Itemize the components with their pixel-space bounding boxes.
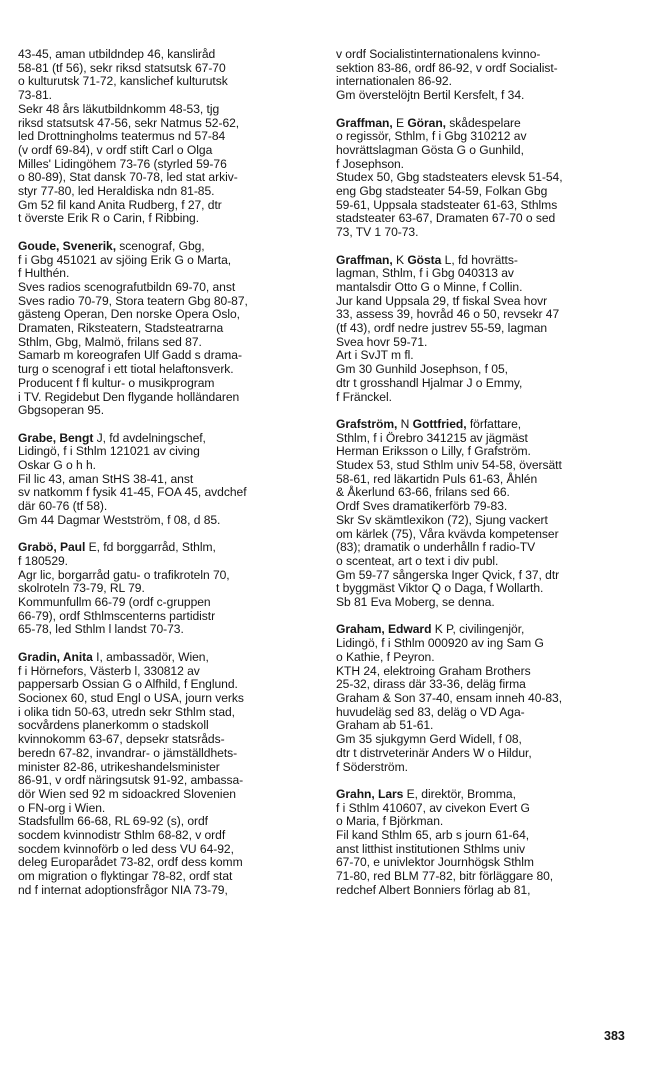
entry-line: f i Hörnefors, Västerb l, 330812 av — [18, 663, 200, 678]
entry-line: där 60-76 (tf 58). — [18, 499, 108, 514]
entry-line: o FN-org i Wien. — [18, 800, 106, 815]
entry-line: Kommunfullm 66-79 (ordf c-gruppen — [18, 595, 211, 610]
entry-line: Sthlm, Gbg, Malmö, frilans sed 87. — [18, 334, 202, 349]
entry-line: sv natkomm f fysik 41-45, FOA 45, avdchef — [18, 485, 247, 500]
entry-line: f i Sthlm 410607, av civekon Evert G — [336, 800, 530, 815]
entry-line: Gm 59-77 sångerska Inger Qvick, f 37, dtr — [336, 567, 560, 582]
entry-heading-line — [336, 117, 636, 131]
entry-line: Gm 30 Gunhild Josephson, f 05, — [336, 362, 508, 377]
entry-line: gästeng Operan, Den norske Opera Oslo, — [18, 307, 240, 322]
entry-line: turg o scenograf i ett tiotal helaftonsverk. — [18, 362, 234, 377]
entry-heading-line — [18, 651, 310, 665]
entry-heading-text: skådespelare — [446, 115, 521, 130]
entry-line: mantalsdir Otto G o Minne, f Collin. — [336, 279, 523, 294]
biography-entry — [18, 432, 310, 528]
biography-entry — [336, 48, 636, 103]
entry-line: Studex 53, stud Sthlm univ 54-58, översätt — [336, 458, 562, 473]
biography-entry — [336, 623, 636, 774]
entry-line: internationalen 86-92. — [336, 74, 452, 89]
entry-line: Agr lic, borgarråd gatu- o trafikroteln 70, — [18, 567, 230, 582]
entry-name: Göran, — [407, 115, 446, 130]
entry-heading-text: E, direktör, Bromma, — [403, 786, 516, 801]
entry-line: Sekr 48 års läkutbildnkomm 48-53, tjg — [18, 101, 220, 116]
entry-line: huvudeläg sed 83, deläg o VD Aga- — [336, 704, 525, 719]
entry-line: o Kathie, f Peyron. — [336, 649, 435, 664]
entry-line: Herman Eriksson o Lilly, f Grafström. — [336, 444, 531, 459]
entry-line: Oskar G o h h. — [18, 458, 96, 473]
entry-line: Lidingö, f i Sthlm 000920 av ing Sam G — [336, 636, 544, 651]
entry-line: riksd statsutsk 47-56, sekr Natmus 52-62, — [18, 115, 240, 130]
entry-line: v ordf Socialistinternationalens kvinno- — [336, 47, 541, 61]
right-column — [336, 48, 636, 911]
biography-entry — [336, 788, 636, 898]
entry-heading-text: J, fd avdelningschef, — [93, 430, 206, 445]
entry-line: kvinnokomm 63-67, depsekr statsråds- — [18, 732, 225, 747]
page-number: 383 — [604, 1029, 625, 1043]
entry-name: Goude, Svenerik, — [18, 238, 116, 253]
entry-name: Gösta — [407, 252, 442, 267]
entry-heading-text: N — [397, 416, 413, 431]
entry-line: f Söderström. — [336, 759, 408, 774]
entry-line: 73, TV 1 70-73. — [336, 225, 419, 240]
entry-heading-line — [336, 788, 636, 802]
entry-line: styr 77-80, led Heraldiska ndn 81-85. — [18, 184, 215, 199]
entry-line: (83); dramatik o underhålln f radio-TV — [336, 540, 536, 555]
entry-line: nd f internat adoptionsfrågor NIA 73-79, — [18, 882, 228, 897]
entry-name: Gottfried, — [412, 416, 467, 431]
entry-line: 43-45, aman utbildndep 46, kansliråd — [18, 47, 216, 61]
entry-line: t överste Erik R o Carin, f Ribbing. — [18, 211, 200, 226]
entry-line: f i Gbg 451021 av sjöing Erik G o Marta, — [18, 252, 232, 267]
entry-heading-line — [336, 623, 636, 637]
entry-line: Sthlm, f i Örebro 341215 av jägmäst — [336, 430, 528, 445]
biography-entry — [18, 541, 310, 637]
entry-heading-text: I, ambassadör, Wien, — [92, 649, 209, 664]
entry-line: 58-81 (tf 56), sekr riksd statsutsk 67-70 — [18, 60, 226, 75]
biography-entry — [336, 254, 636, 405]
biography-entry — [18, 651, 310, 898]
entry-line: i TV. Regidebut Den flygande holländaren — [18, 389, 240, 404]
entry-line: t byggmäst Viktor Q o Daga, f Wollarth. — [336, 581, 544, 596]
entry-line: 71-80, red BLM 77-82, bitr förläggare 80, — [336, 869, 554, 884]
entry-line: led Drottningholms teatermus nd 57-84 — [18, 129, 226, 144]
biography-entry — [18, 48, 310, 226]
entry-heading-text: författare, — [466, 416, 522, 431]
entry-heading-text: L, fd hovrätts- — [441, 252, 518, 267]
entry-line: minister 82-86, utrikeshandelsminister — [18, 759, 220, 774]
entry-heading-text: scenograf, Gbg, — [116, 238, 205, 253]
entry-line: hovrättslagman Gösta G o Gunhild, — [336, 142, 524, 157]
entry-line: Gm 44 Dagmar Westström, f 08, d 85. — [18, 512, 221, 527]
entry-line: Socionex 60, stud Engl o USA, journ verks — [18, 690, 244, 705]
entry-line: i olika tidn 50-63, utredn sekr Sthlm stad, — [18, 704, 235, 719]
entry-name: Grabö, Paul — [18, 540, 86, 555]
entry-heading-line — [336, 418, 636, 432]
entry-line: stadsteater 63-67, Dramaten 67-70 o sed — [336, 211, 556, 226]
entry-line: Fil lic 43, aman StHS 38-41, anst — [18, 471, 194, 486]
entry-line: Sves radio 70-79, Stora teatern Gbg 80-87, — [18, 293, 248, 308]
entry-line: 73-81. — [18, 88, 52, 103]
entry-line: socdem kvinnodistr Sthlm 68-82, v ordf — [18, 828, 226, 843]
entry-name: Grafström, — [336, 416, 398, 431]
entry-line: eng Gbg stadsteater 54-59, Folkan Gbg — [336, 184, 548, 199]
entry-line: & Åkerlund 63-66, frilans sed 66. — [336, 485, 510, 500]
entry-line: o kulturutsk 71-72, kanslichef kulturutsk — [18, 74, 228, 89]
entry-line: deleg Europarådet 73-82, ordf dess komm — [18, 855, 243, 870]
entry-line: 33, assess 39, hovråd 46 o 50, revsekr 47 — [336, 307, 560, 322]
entry-line: Lidingö, f i Sthlm 121021 av civing — [18, 444, 200, 459]
entry-line: Graham & Son 37-40, ensam inneh 40-83, — [336, 690, 563, 705]
entry-name: Gradin, Anita — [18, 649, 93, 664]
entry-line: skolroteln 73-79, RL 79. — [18, 581, 145, 596]
entry-line: o scenteat, art o text i div publ. — [336, 553, 499, 568]
entry-line: Stadsfullm 66-68, RL 69-92 (s), ordf — [18, 814, 208, 829]
entry-line: Sves radios scenografutbildn 69-70, anst — [18, 279, 236, 294]
entry-line: dtr t distrveterinär Anders W o Hildur, — [336, 745, 532, 760]
entry-name: Graffman, — [336, 115, 393, 130]
entry-line: Graham ab 51-61. — [336, 718, 434, 733]
entry-line: 67-70, e univlektor Journhögsk Sthlm — [336, 855, 534, 870]
entry-line: Jur kand Uppsala 29, tf fiskal Svea hovr — [336, 293, 548, 308]
entry-line: 66-79), ordf Sthlmscenterns partidistr — [18, 608, 216, 623]
entry-line: f 180529. — [18, 553, 68, 568]
entry-line: Studex 50, Gbg stadsteaters elevsk 51-54, — [336, 170, 563, 185]
entry-line: Milles' Lidingöhem 73-76 (styrled 59-76 — [18, 156, 227, 171]
entry-heading-line — [18, 541, 310, 555]
entry-line: sektion 83-86, ordf 86-92, v ordf Socialist- — [336, 60, 558, 75]
entry-heading-text: K P, civilingenjör, — [431, 622, 525, 637]
entry-line: dör Wien sed 92 m sidoackred Slovenien — [18, 786, 236, 801]
entry-heading-text: E — [392, 115, 408, 130]
biography-entry — [336, 117, 636, 240]
entry-line: beredn 67-82, invandrar- o jämställdhets- — [18, 745, 238, 760]
entry-line: Producent f fl kultur- o musikprogram — [18, 375, 215, 390]
entry-line: Svea hovr 59-71. — [336, 334, 428, 349]
entry-line: (v ordf 69-84), v ordf stift Carl o Olga — [18, 142, 213, 157]
entry-line: Dramaten, Riksteatern, Stadsteatrarna — [18, 321, 224, 336]
entry-line: Sb 81 Eva Moberg, se denna. — [336, 595, 495, 610]
entry-line: (tf 43), ordf nedre justrev 55-59, lagman — [336, 321, 548, 336]
entry-line: anst litthist institutionen Sthlms univ — [336, 841, 525, 856]
left-column — [18, 48, 310, 911]
biography-entry — [18, 240, 310, 418]
entry-line: f Fränckel. — [336, 389, 392, 404]
entry-line: Skr Sv skämtlexikon (72), Sjung vackert — [336, 512, 548, 527]
entry-line: o Maria, f Björkman. — [336, 814, 444, 829]
entry-name: Grahn, Lars — [336, 786, 404, 801]
entry-line: f Josephson. — [336, 156, 404, 171]
entry-name: Grabe, Bengt — [18, 430, 94, 445]
entry-line: Gbgsoperan 95. — [18, 403, 105, 418]
entry-line: Art i SvJT m fl. — [336, 348, 414, 363]
entry-line: om migration o flyktingar 78-82, ordf stat — [18, 869, 233, 884]
entry-line: Gm överstelöjtn Bertil Kersfelt, f 34. — [336, 88, 525, 103]
entry-heading-text: K — [392, 252, 408, 267]
entry-line: lagman, Sthlm, f i Gbg 040313 av — [336, 266, 514, 281]
entry-line: 86-91, v ordf näringsutsk 91-92, ambassa- — [18, 773, 244, 788]
entry-line: redchef Albert Bonniers förlag ab 81, — [336, 882, 531, 897]
entry-line: f Hulthén. — [18, 266, 70, 281]
entry-heading-line — [18, 240, 310, 254]
entry-name: Graham, Edward — [336, 622, 432, 637]
entry-line: KTH 24, elektroing Graham Brothers — [336, 663, 531, 678]
entry-line: o regissör, Sthlm, f i Gbg 310212 av — [336, 129, 527, 144]
entry-line: 59-61, Uppsala stadsteater 61-63, Sthlms — [336, 197, 558, 212]
entry-line: 58-61, red läkartidn Puls 61-63, Åhlén — [336, 471, 538, 486]
entry-line: 65-78, led Sthlm l landst 70-73. — [18, 622, 184, 637]
entry-line: Gm 52 fil kand Anita Rudberg, f 27, dtr — [18, 197, 222, 212]
entry-line: socvårdens planerkomm o stadskoll — [18, 718, 209, 733]
entry-heading-text: E, fd borggarråd, Sthlm, — [85, 540, 216, 555]
entry-line: dtr t grosshandl Hjalmar J o Emmy, — [336, 375, 523, 390]
entry-line: socdem kvinnoförb o led dess VU 64-92, — [18, 841, 234, 856]
entry-line: Gm 35 sjukgymn Gerd Widell, f 08, — [336, 732, 522, 747]
entry-line: o 80-89), Stat dansk 70-78, led stat arkiv- — [18, 170, 238, 185]
entry-line: Fil kand Sthlm 65, arb s journ 61-64, — [336, 828, 530, 842]
entry-line: Samarb m koreografen Ulf Gadd s drama- — [18, 348, 242, 363]
entry-heading-line — [336, 254, 636, 268]
entry-line: om kärlek (75), Våra kvävda kompetenser — [336, 526, 559, 541]
entry-heading-line — [18, 432, 310, 446]
entry-line: pappersarb Ossian G o Alfhild, f Englund. — [18, 677, 238, 692]
entry-line: 25-32, dirass där 33-36, deläg firma — [336, 677, 526, 692]
biography-entry — [336, 418, 636, 610]
entry-name: Graffman, — [336, 252, 393, 267]
entry-line: Ordf Sves dramatikerförb 79-83. — [336, 499, 508, 514]
